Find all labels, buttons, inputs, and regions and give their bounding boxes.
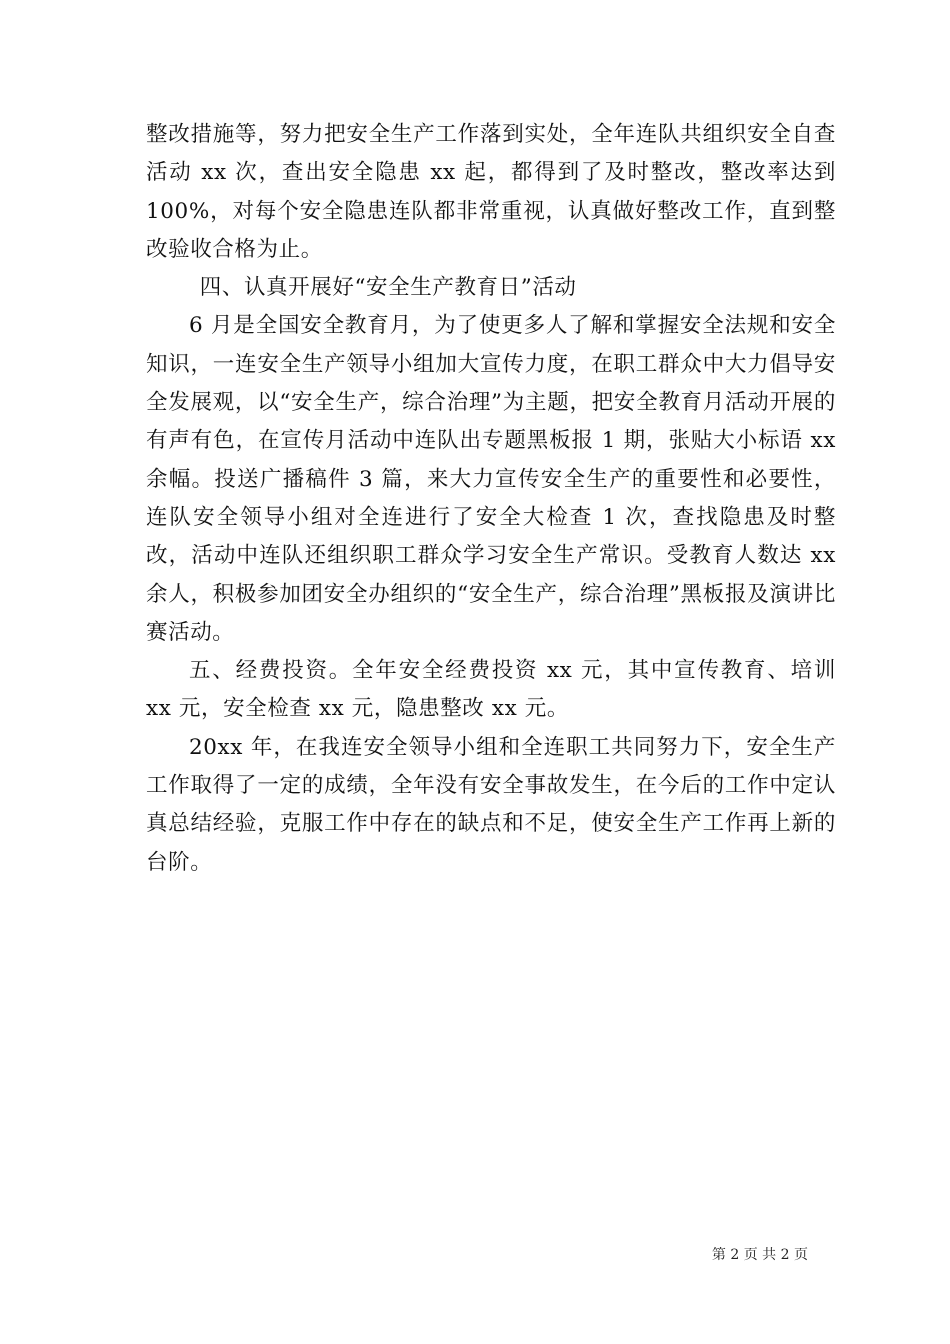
page-number-footer: 第 2 页 共 2 页	[711, 1247, 808, 1263]
document-body	[146, 116, 836, 882]
paragraph-rectification-continued: 整改措施等，努力把安全生产工作落到实处，全年连队共组织安全自查活动 xx 次，查出安全隐患 xx 起，都得到了及时整改，整改率达到 100%，对每个安全隐患连队都非常重视，认真做好整改工作，直到整改验收合格为止。	[146, 122, 836, 262]
paragraph-funding-investment: 五、经费投资。全年安全经费投资 xx 元，其中宣传教育、培训 xx 元，安全检查 xx 元，隐患整改 xx 元。	[146, 658, 836, 722]
paragraph-annual-summary: 20xx 年，在我连安全领导小组和全连职工共同努力下，安全生产工作取得了一定的成绩，全年没有安全事故发生，在今后的工作中定认真总结经验，克服工作中存在的缺点和不足，使安全生产工作再上新的台阶。	[146, 734, 836, 875]
section-heading-education-day: 四、认真开展好“安全生产教育日”活动	[199, 275, 577, 301]
paragraph-education-month: 6 月是全国安全教育月，为了使更多人了解和掌握安全法规和安全知识，一连安全生产领导小组加大宣传力度，在职工群众中大力倡导安全发展观，以“安全生产，综合治理”为主题，把安全教育月活动开展的有声有色，在宣传月活动中连队出专题黑板报 1 期，张贴大小标语 xx 余幅。投送广播稿件 3 篇，来大力宣传安全生产的重要性和必要性，连队安全领导小组对全连进行了安全大检查 1 次，查找隐患及时整改，活动中连队还组织职工群众学习安全生产常识。受教育人数达 xx 余人，积极参加团安全办组织的“安全生产，综合治理”黑板报及演讲比赛活动。	[146, 313, 836, 645]
